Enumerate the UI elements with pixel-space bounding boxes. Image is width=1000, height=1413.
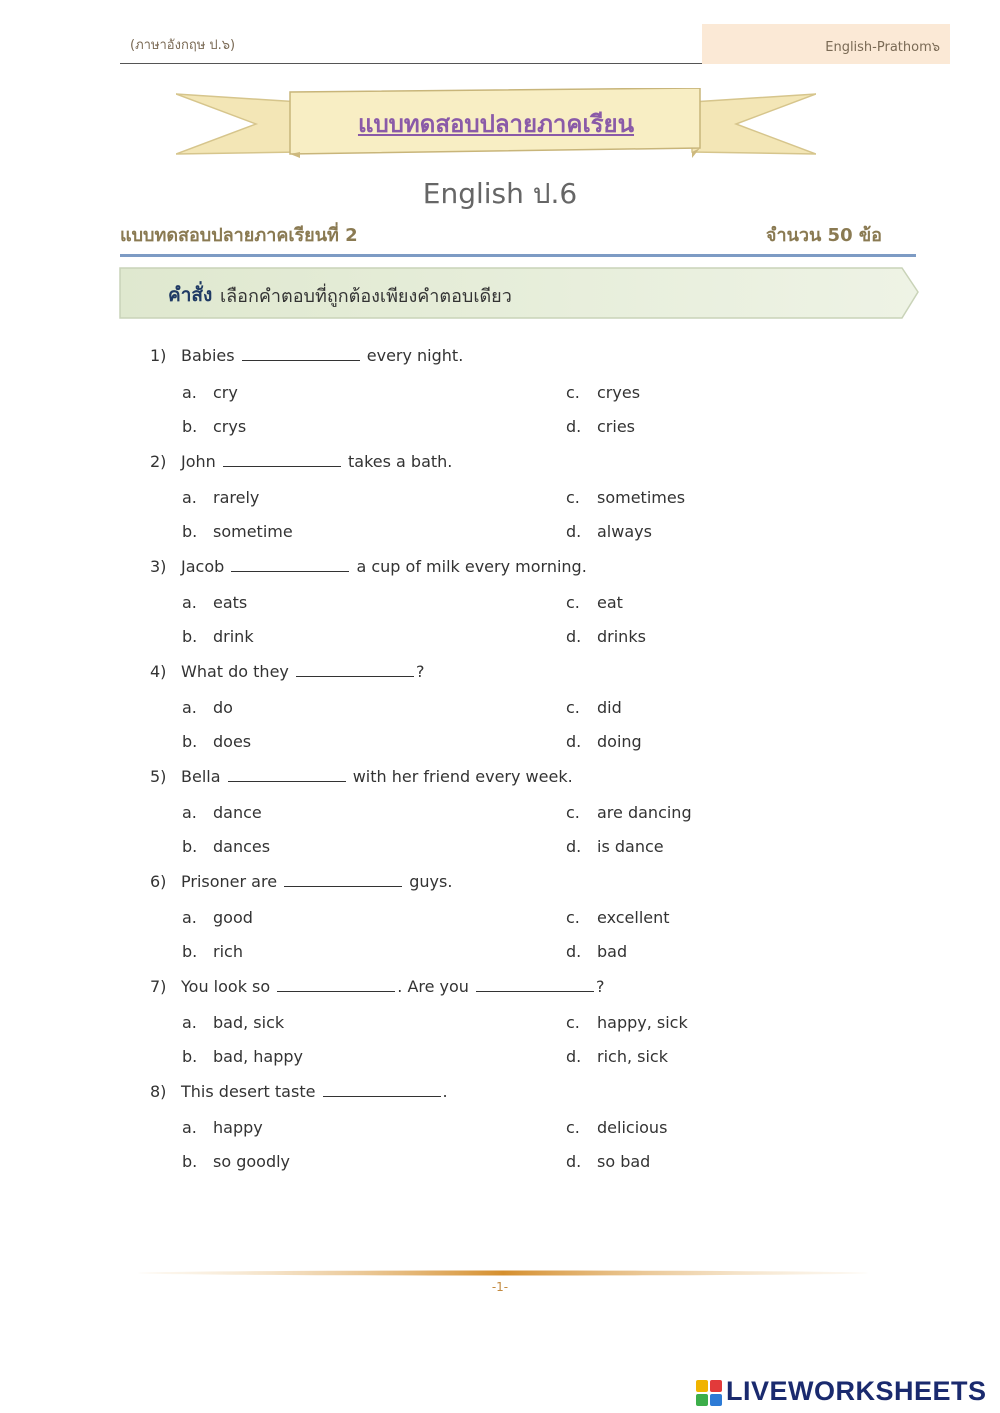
question-text: What do they — [181, 662, 289, 681]
option-a[interactable]: a. dance — [182, 803, 262, 822]
question-2 — [150, 452, 452, 471]
answer-blank[interactable] — [323, 1082, 441, 1097]
option-a[interactable]: a. bad, sick — [182, 1013, 285, 1032]
instruction-text: เลือกคำตอบที่ถูกต้องเพียงคำตอบเดียว — [220, 286, 512, 307]
option-b[interactable]: b. does — [182, 732, 252, 751]
question-text: ? — [415, 662, 425, 681]
banner-title: แบบทดสอบปลายภาคเรียน — [357, 110, 635, 138]
option-a[interactable]: a. eats — [182, 593, 248, 612]
option-d[interactable]: d. always — [566, 522, 652, 541]
question-text: John — [181, 452, 216, 471]
question-text: guys. — [409, 872, 453, 891]
question-1 — [150, 346, 463, 365]
question-text: ? — [596, 977, 605, 996]
question-number: 3) — [150, 557, 167, 576]
option-c[interactable]: c. cryes — [566, 383, 641, 402]
option-b[interactable]: b. rich — [182, 942, 243, 961]
option-d[interactable]: d. drinks — [566, 627, 646, 646]
option-c[interactable]: c. did — [566, 698, 622, 717]
question-text: . Are you — [397, 977, 469, 996]
question-text: Babies — [181, 346, 235, 365]
question-7 — [150, 977, 605, 996]
question-8 — [150, 1082, 448, 1101]
option-b[interactable]: b. drink — [182, 627, 254, 646]
question-text: You look so — [181, 977, 271, 996]
footer-divider — [138, 1270, 868, 1276]
header-left-text: (ภาษาอังกฤษ ป.๖) — [130, 38, 236, 53]
answer-blank[interactable] — [296, 662, 414, 677]
question-5 — [150, 767, 573, 786]
exam-title: แบบทดสอบปลายภาคเรียนที่ 2 — [120, 225, 358, 246]
answer-blank[interactable] — [231, 557, 349, 572]
question-6 — [150, 872, 452, 891]
answer-blank[interactable] — [228, 767, 346, 782]
option-a[interactable]: a. rarely — [182, 488, 260, 507]
subject-title: English ป.6 — [422, 177, 578, 210]
question-number: 5) — [150, 767, 167, 786]
header-right-text: English-Prathom๖ — [825, 40, 940, 55]
option-c[interactable]: c. happy, sick — [566, 1013, 688, 1032]
question-text: This desert taste — [181, 1082, 316, 1101]
question-text: . — [442, 1082, 448, 1101]
question-number: 7) — [150, 977, 167, 996]
question-number: 1) — [150, 346, 167, 365]
page-number: -1- — [491, 1280, 509, 1294]
option-d[interactable]: d. cries — [566, 417, 635, 436]
answer-blank[interactable] — [223, 452, 341, 467]
question-text: a cup of milk every morning. — [356, 557, 587, 576]
question-text: Jacob — [181, 557, 225, 576]
option-c[interactable]: c. sometimes — [566, 488, 686, 507]
option-c[interactable]: c. eat — [566, 593, 623, 612]
question-number: 4) — [150, 662, 167, 681]
question-text: every night. — [366, 346, 464, 365]
question-text: takes a bath. — [347, 452, 453, 471]
brand-name: LIVEWORKSHEETS — [726, 1376, 987, 1406]
answer-blank[interactable] — [284, 872, 402, 887]
question-number: 8) — [150, 1082, 167, 1101]
question-text: Bella — [181, 767, 221, 786]
question-text: Prisoner are — [181, 872, 278, 891]
option-a[interactable]: a. cry — [182, 383, 238, 402]
option-d[interactable]: d. rich, sick — [566, 1047, 668, 1066]
option-b[interactable]: b. crys — [182, 417, 247, 436]
option-a[interactable]: a. do — [182, 698, 233, 717]
option-b[interactable]: b. dances — [182, 837, 271, 856]
answer-blank[interactable] — [476, 977, 594, 992]
option-c[interactable]: c. excellent — [566, 908, 670, 927]
option-a[interactable]: a. good — [182, 908, 253, 927]
question-4 — [150, 662, 424, 681]
answer-blank[interactable] — [277, 977, 395, 992]
option-b[interactable]: b. so goodly — [182, 1152, 291, 1171]
header-divider — [120, 63, 702, 64]
question-text: with her friend every week. — [352, 767, 573, 786]
answer-blank[interactable] — [242, 346, 360, 361]
option-c[interactable]: c. delicious — [566, 1118, 668, 1137]
option-b[interactable]: b. sometime — [182, 522, 293, 541]
option-d[interactable]: d. is dance — [566, 837, 664, 856]
liveworksheets-icon — [696, 1380, 722, 1406]
option-d[interactable]: d. so bad — [566, 1152, 651, 1171]
option-a[interactable]: a. happy — [182, 1118, 263, 1137]
question-number: 6) — [150, 872, 167, 891]
option-d[interactable]: d. bad — [566, 942, 628, 961]
option-c[interactable]: c. are dancing — [566, 803, 692, 822]
instruction-label: คำสั่ง — [168, 284, 213, 306]
option-b[interactable]: b. bad, happy — [182, 1047, 304, 1066]
question-number: 2) — [150, 452, 167, 471]
option-d[interactable]: d. doing — [566, 732, 642, 751]
exam-divider — [120, 254, 916, 257]
exam-count: จำนวน 50 ข้อ — [765, 225, 882, 246]
question-3 — [150, 557, 587, 576]
